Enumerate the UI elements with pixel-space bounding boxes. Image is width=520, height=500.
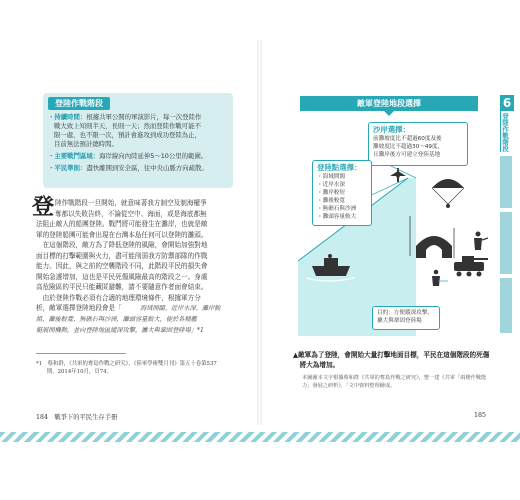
chapter-tab: [500, 278, 512, 333]
quote-line: 組、灘後較寬、無礁石與沙洲，灘頭容量較大，便於各種艦: [36, 316, 197, 323]
info-key: ・主要戰鬥區域：: [48, 152, 100, 160]
body-paragraph-line: 能力。因此，與之前的空襲階段不同，此階段平民的損失會: [36, 262, 208, 270]
figure-source: 力」發展之研析》，「文中資料整理繪成。: [302, 383, 396, 389]
landing-goal-line: 目的：方便縱深攻擊、: [377, 310, 433, 316]
chapter-number: 6: [500, 95, 514, 111]
chapter-tab: [500, 156, 512, 208]
beach-selection-box: [368, 122, 468, 166]
landing-point-item: ・灘頭容量較大: [317, 214, 357, 220]
info-text: 海岸線向內陸延伸5～10公里的範圍。: [99, 152, 208, 160]
page-number-right: 185: [474, 412, 487, 419]
figure-source: 本圖圖本文字根據蔡和群《共軍的奪島作戰之研究》，整一建《共軍「兩棲作戰能: [302, 375, 487, 381]
landing-point-item: ・無礁石與沙洲: [317, 206, 357, 212]
diagram-title: 敵軍登陸地段選擇: [300, 96, 478, 111]
body-paragraph-line: 析，敵軍選擇登陸地段會是「: [36, 304, 122, 312]
figure-caption: ▲敵軍為了登陸，會開始大量打擊地面目標，平民在這個階段的死傷: [293, 351, 490, 359]
info-line: [48, 113, 201, 122]
landing-point-item: ・灘後較寬: [317, 198, 345, 204]
landing-point-item: ・灘岸較短: [317, 190, 345, 196]
body-paragraph-line: 高危險區的平民只能藏匿避難，請不要隨意作者面會結束。: [36, 283, 208, 291]
body-paragraph-line: 在這個階段，敵方為了降低登陸的風險，會開始加強對地: [36, 241, 208, 249]
page-number-left: 184 戰爭下的平民生存手冊: [36, 414, 118, 421]
body-paragraph-line: 開始急遽增加，這也是平民死傷風險最高的階段之一。身處: [36, 272, 208, 281]
figure-caption: 將大為增加。: [293, 361, 340, 369]
beach-selection-line: 灘坡度比不超過30～49度，: [373, 144, 444, 150]
drop-cap: 登: [32, 194, 55, 220]
info-line: 戰大致上知則半天，長則一天；然而登陸作戰可能不: [54, 122, 201, 130]
landing-goal-line: 擴大與鞏固登陸場: [377, 318, 422, 324]
landing-goal-box: [372, 306, 440, 330]
body-paragraph-line: 由於登陸作戰必須有合適的地理環境條件，根據軍方分: [36, 293, 201, 302]
body-paragraph-line: 面目標的打擊範圍與火力，盡可能削弱我方防禦部隊的作戰: [36, 251, 208, 260]
info-line: [48, 164, 208, 173]
landing-point-item: ・近岸水深: [317, 182, 345, 188]
info-key: ・持續時間：: [48, 113, 87, 121]
footnote-divider: [36, 353, 126, 354]
info-line: 目前無法預計總時間。: [54, 140, 118, 148]
body-paragraph-line: 陸作戰階段一旦開始，就意味著我方制空及制海權爭: [55, 199, 207, 207]
chapter-tab-label: 登陸作戰階段: [501, 113, 509, 152]
footnote: 期，2014年10月，頁74。: [36, 369, 112, 375]
info-key: ・平民準則：: [48, 164, 87, 172]
footnote: *1 蔡和群，《共軍的奪島作戰之研究》，《陸軍學術雙月刊》第五十卷第537: [36, 361, 217, 367]
landing-point-heading: 登陸點選擇：: [317, 163, 362, 172]
info-line: 限一處，也不限一次，預計會進攻到成功登陸為止，: [54, 131, 201, 139]
beach-selection-line: 且灘岸後方可建立登陸基地: [373, 152, 441, 158]
decorative-stripe-band: [0, 432, 520, 442]
chapter-tab: [500, 212, 512, 274]
body-paragraph-line: 奪都以失敗告終，不論從空中、海面，或是海底都無: [55, 209, 207, 218]
info-line: [48, 152, 207, 161]
body-paragraph-line: 法阻止敵人的船團登陸。戰鬥將可能發生在灘岸，也就是敵: [36, 220, 208, 228]
beach-selection-line: 前灘坡度比不超過60度及後: [373, 136, 442, 142]
quote-line: 艇展開機動，並向登陸地區縱深攻擊，攜大與鞏固登陸場」*1: [36, 327, 204, 334]
info-text: 根據共軍公開的軍演影片，每一次登陸作: [86, 113, 202, 121]
info-text: 盡快離開到安全區，往中央山脈方向疏散。: [86, 164, 208, 172]
body-paragraph-line: 軍的登陸船團可能會出現在台灣本島任何可以登陸的灘頭。: [36, 230, 208, 239]
beach-selection-heading: 沙岸選擇：: [373, 125, 410, 134]
info-box-title: 登陸作戰階段: [48, 97, 110, 110]
quote-line: 海域開闊、近岸水深、灘岸較: [140, 305, 221, 312]
landing-point-item: ・海域開闊: [317, 174, 345, 180]
landing-point-box: [312, 160, 372, 226]
